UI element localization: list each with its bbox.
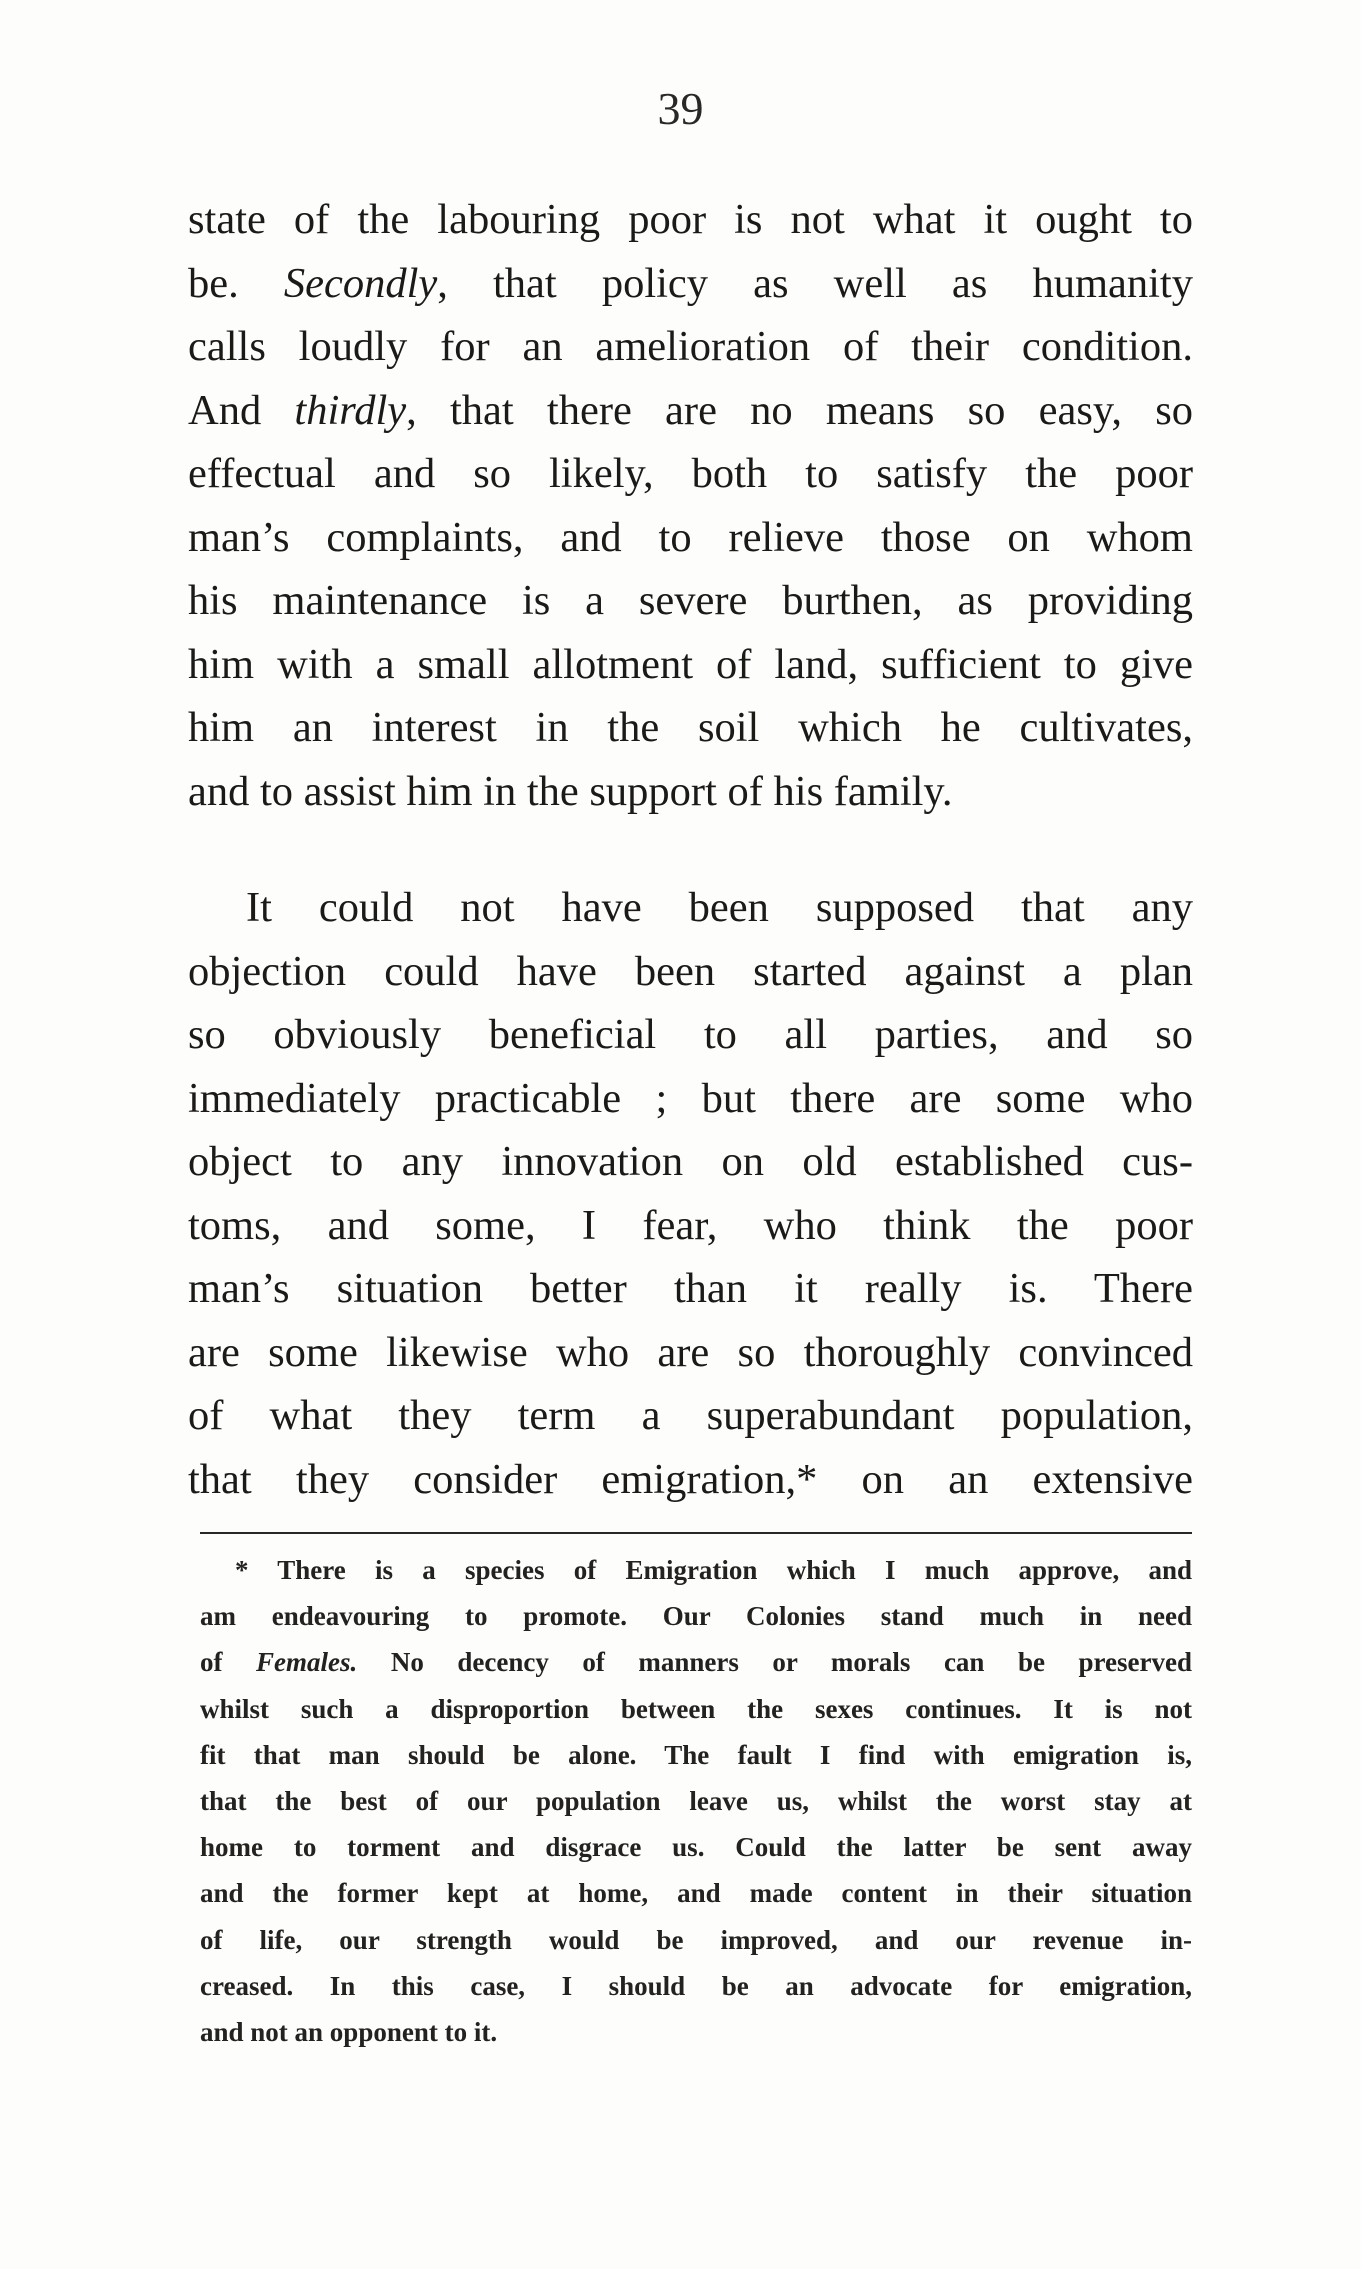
text-line: him with a small allotment of land, sufficient to give xyxy=(188,640,1193,688)
text-fragment: of xyxy=(200,1647,257,1678)
footnote-line: creased. In this case, I should be an advocate for emigration, xyxy=(200,1970,1192,2001)
text-line: man’s complaints, and to relieve those on whom xyxy=(188,513,1193,561)
footnote-line: am endeavouring to promote. Our Colonies stand much in need xyxy=(200,1601,1192,1632)
text-fragment: And xyxy=(188,386,295,434)
paragraph-gap xyxy=(188,823,1193,876)
text-line: and to assist him in the support of his family. xyxy=(188,767,953,815)
text-line: that they consider emigration,* on an extensive xyxy=(188,1455,1193,1503)
footnote-line: home to torment and disgrace us. Could the latter be sent away xyxy=(200,1832,1192,1863)
emphasis-text: Secondly xyxy=(283,259,438,307)
text-fragment: No decency of manners or morals can be preserved xyxy=(357,1647,1192,1678)
text-line: object to any innovation on old established cus- xyxy=(188,1138,1193,1185)
footnote-line: of life, our strength would be improved, and our revenue in- xyxy=(200,1924,1192,1955)
text-line: of what they term a superabundant population, xyxy=(188,1392,1193,1439)
text-line: him an interest in the soil which he cultivates, xyxy=(188,704,1193,751)
footnote-line: that the best of our population leave us, whilst the worst stay at xyxy=(200,1785,1192,1816)
text-line xyxy=(188,252,1193,316)
text-fragment: be. xyxy=(188,259,284,307)
text-line: It could not have been supposed that any xyxy=(246,884,1193,931)
footnote-line: * There is a species of Emigration which I much approve, and xyxy=(235,1555,1192,1585)
text-line xyxy=(188,379,1193,443)
text-fragment: , that policy as well as humanity xyxy=(437,259,1193,307)
footnote-line: fit that man should be alone. The fault I find with emigration is, xyxy=(200,1739,1192,1770)
page-number: 39 xyxy=(657,83,704,134)
text-line: so obviously beneficial to all parties, and so xyxy=(188,1011,1193,1058)
text-line: man’s situation better than it really is. There xyxy=(188,1265,1193,1312)
text-line: calls loudly for an amelioration of their condition. xyxy=(188,323,1193,370)
text-line: immediately practicable ; but there are some who xyxy=(188,1074,1193,1122)
text-line: objection could have been started against a plan xyxy=(188,947,1193,995)
footnote-divider xyxy=(200,1532,1192,1534)
emphasis-text: thirdly xyxy=(294,386,407,434)
footnote-line: and not an opponent to it. xyxy=(200,2016,498,2047)
footnote-line: whilst such a disproportion between the sexes continues. It is not xyxy=(200,1693,1192,1724)
footnote-line: and the former kept at home, and made content in their situation xyxy=(200,1878,1192,1909)
text-line: toms, and some, I fear, who think the poor xyxy=(188,1201,1193,1249)
text-line: state of the labouring poor is not what it ought to xyxy=(188,196,1193,243)
body-text xyxy=(188,188,1193,1511)
text-line: his maintenance is a severe burthen, as providing xyxy=(188,577,1193,624)
text-line: effectual and so likely, both to satisfy the poor xyxy=(188,450,1193,497)
emphasis-text: Females. xyxy=(256,1647,358,1678)
text-fragment: , that there are no means so easy, so xyxy=(406,386,1193,434)
footnote xyxy=(200,1547,1192,2055)
footnote-line xyxy=(200,1639,1192,1685)
text-line: are some likewise who are so thoroughly convinced xyxy=(188,1328,1193,1376)
